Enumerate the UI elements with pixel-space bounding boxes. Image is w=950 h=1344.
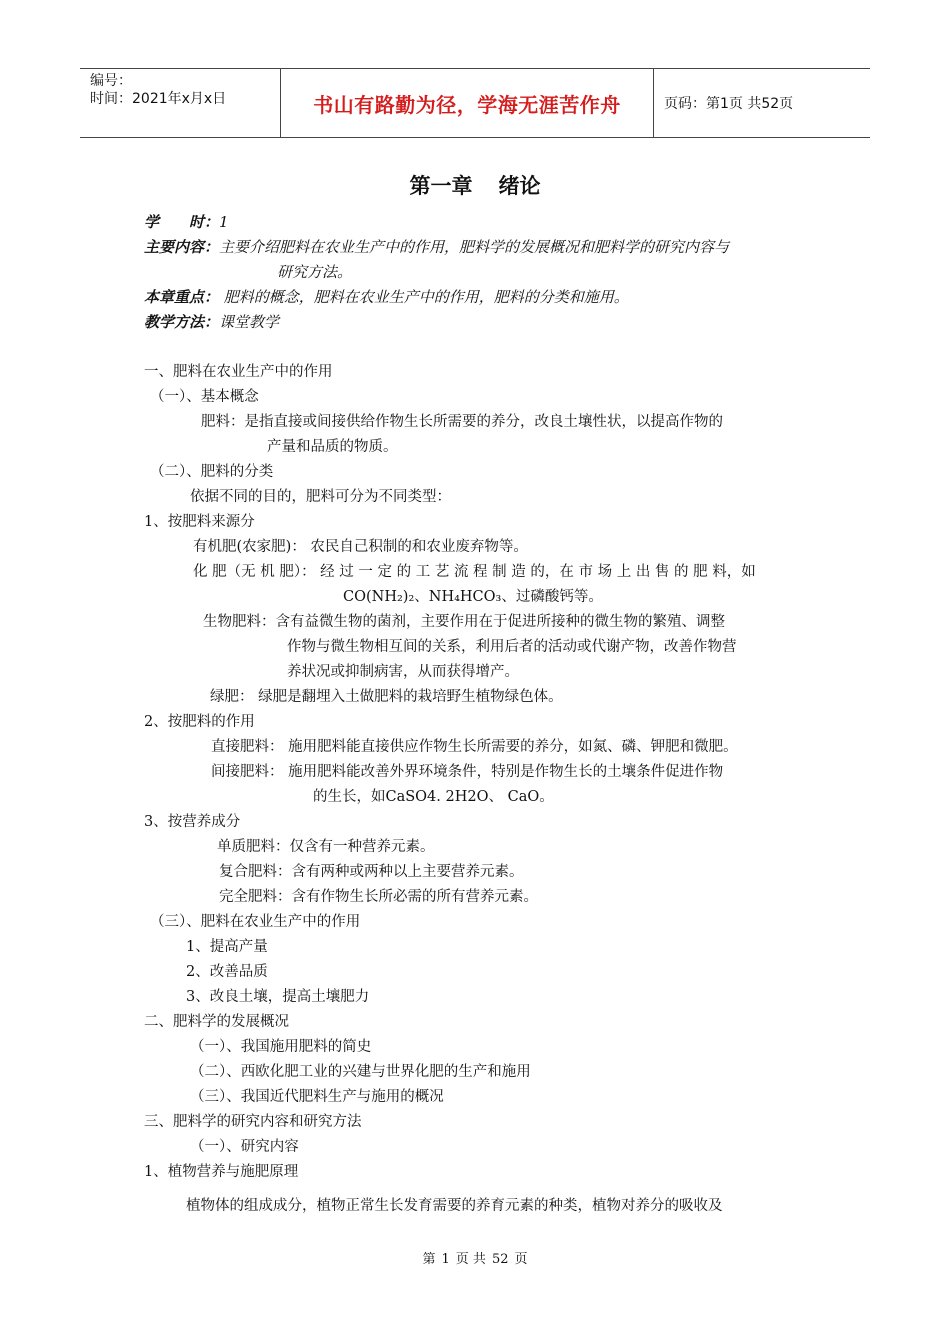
meta-hours-label: 学 时： [144, 213, 220, 231]
section-heading: 三、肥料学的研究内容和研究方法 [144, 1114, 362, 1130]
meta-content-value: 主要介绍肥料在农业生产中的作用，肥料学的发展概况和肥料学的研究内容与 [219, 238, 730, 256]
meta-content-label: 主要内容： [144, 238, 220, 256]
meta-focus [144, 286, 629, 307]
chapter-number: 第一章 [409, 174, 473, 198]
chapter-name: 绪论 [498, 174, 541, 198]
subsection-heading: （一）、基本概念 [150, 389, 259, 405]
paragraph-line: 直接肥料： 施用肥料能直接供应作物生长所需要的养分，如氮、磷、钾肥和微肥。 [211, 739, 738, 755]
header-motto: 书山有路勤为径，学海无涯苦作舟 [313, 92, 621, 117]
list-item: （二）、西欧化肥工业的兴建与世界化肥的生产和施用 [190, 1064, 531, 1080]
section-heading: 二、肥料学的发展概况 [144, 1014, 289, 1030]
paragraph-line: 绿肥： 绿肥是翻埋入土做肥料的栽培野生植物绿色体。 [210, 689, 563, 705]
paragraph-line: 有机肥(农家肥)： 农民自己积制的和农业废弃物等。 [193, 539, 528, 555]
paragraph-line: 产量和品质的物质。 [267, 439, 398, 455]
list-item: 2、改善品质 [186, 964, 268, 980]
subsection-heading: （二）、肥料的分类 [150, 464, 274, 480]
meta-hours-value: 1 [219, 213, 229, 231]
paragraph-line: 养状况或抑制病害，从而获得增产。 [287, 664, 519, 680]
meta-method [144, 311, 279, 332]
meta-method-value: 课堂教学 [219, 313, 280, 331]
subsection-heading: （三）、肥料在农业生产中的作用 [150, 914, 361, 930]
item-heading: 1、植物营养与施肥原理 [144, 1164, 299, 1180]
paragraph-line: 生物肥料：含有益微生物的菌剂，主要作用在于促进所接种的微生物的繁殖、调整 [203, 614, 725, 630]
paragraph-line: 单质肥料：仅含有一种营养元素。 [217, 839, 435, 855]
meta-method-label: 教学方法： [144, 313, 220, 331]
document-date: 时间：2021年x月x日 [90, 91, 227, 107]
list-item: （一）、我国施用肥料的简史 [190, 1039, 372, 1055]
meta-content-cont: 研究方法。 [277, 263, 353, 281]
paragraph-line: 作物与微生物相互间的关系，利用后者的活动或代谢产物，改善作物营 [287, 639, 737, 655]
paragraph-line: 植物体的组成成分，植物正常生长发育需要的养育元素的种类，植物对养分的吸收及 [186, 1198, 723, 1214]
footer-mid: 页 共 [455, 1252, 486, 1267]
paragraph-line: 依据不同的目的，肥料可分为不同类型： [190, 489, 451, 505]
meta-focus-label: 本章重点： [144, 288, 220, 306]
meta-content [144, 236, 729, 257]
paragraph-line: 完全肥料：含有作物生长所必需的所有营养元素。 [219, 889, 538, 905]
page-footer [0, 1248, 950, 1267]
paragraph-line: 复合肥料：含有两种或两种以上主要营养元素。 [219, 864, 524, 880]
page-header [80, 68, 870, 138]
header-meta [80, 69, 280, 137]
footer-prefix: 第 [422, 1252, 436, 1267]
chapter-title [0, 170, 950, 200]
paragraph-line: CO(NH₂)₂、NH₄HCO₃、过磷酸钙等。 [343, 589, 603, 605]
header-motto-cell [280, 69, 654, 137]
paragraph-line: 的生长，如CaSO4. 2H2O、 CaO。 [313, 789, 554, 805]
item-heading: 2、按肥料的作用 [144, 714, 255, 730]
section-heading: 一、肥料在农业生产中的作用 [144, 364, 333, 380]
paragraph-line: 间接肥料： 施用肥料能改善外界环境条件，特别是作物生长的土壤条件促进作物 [211, 764, 724, 780]
footer-page-number: 1 [441, 1252, 450, 1267]
list-item: 3、改良土壤，提高土壤肥力 [186, 989, 370, 1005]
paragraph-line: 肥料：是指直接或间接供给作物生长所需要的养分，改良土壤性状，以提高作物的 [201, 414, 723, 430]
list-item: 1、提高产量 [186, 939, 268, 955]
document-number: 编号： [90, 73, 132, 89]
item-heading: 1、按肥料来源分 [144, 514, 255, 530]
meta-hours [144, 211, 229, 232]
footer-suffix: 页 [514, 1252, 528, 1267]
meta-focus-value: 肥料的概念，肥料在农业生产中的作用，肥料的分类和施用。 [219, 288, 629, 306]
subsection-heading: （一）、研究内容 [190, 1139, 299, 1155]
item-heading: 3、按营养成分 [144, 814, 241, 830]
footer-total: 52 [491, 1252, 509, 1267]
list-item: （三）、我国近代肥料生产与施用的概况 [190, 1089, 444, 1105]
paragraph-line: 化 肥（无 机 肥）： 经 过 一 定 的 工 艺 流 程 制 造 的，在 市 场 上 出 售 的 肥 料，如 [193, 564, 756, 580]
header-page-info: 页码：第1页 共52页 [664, 96, 794, 112]
